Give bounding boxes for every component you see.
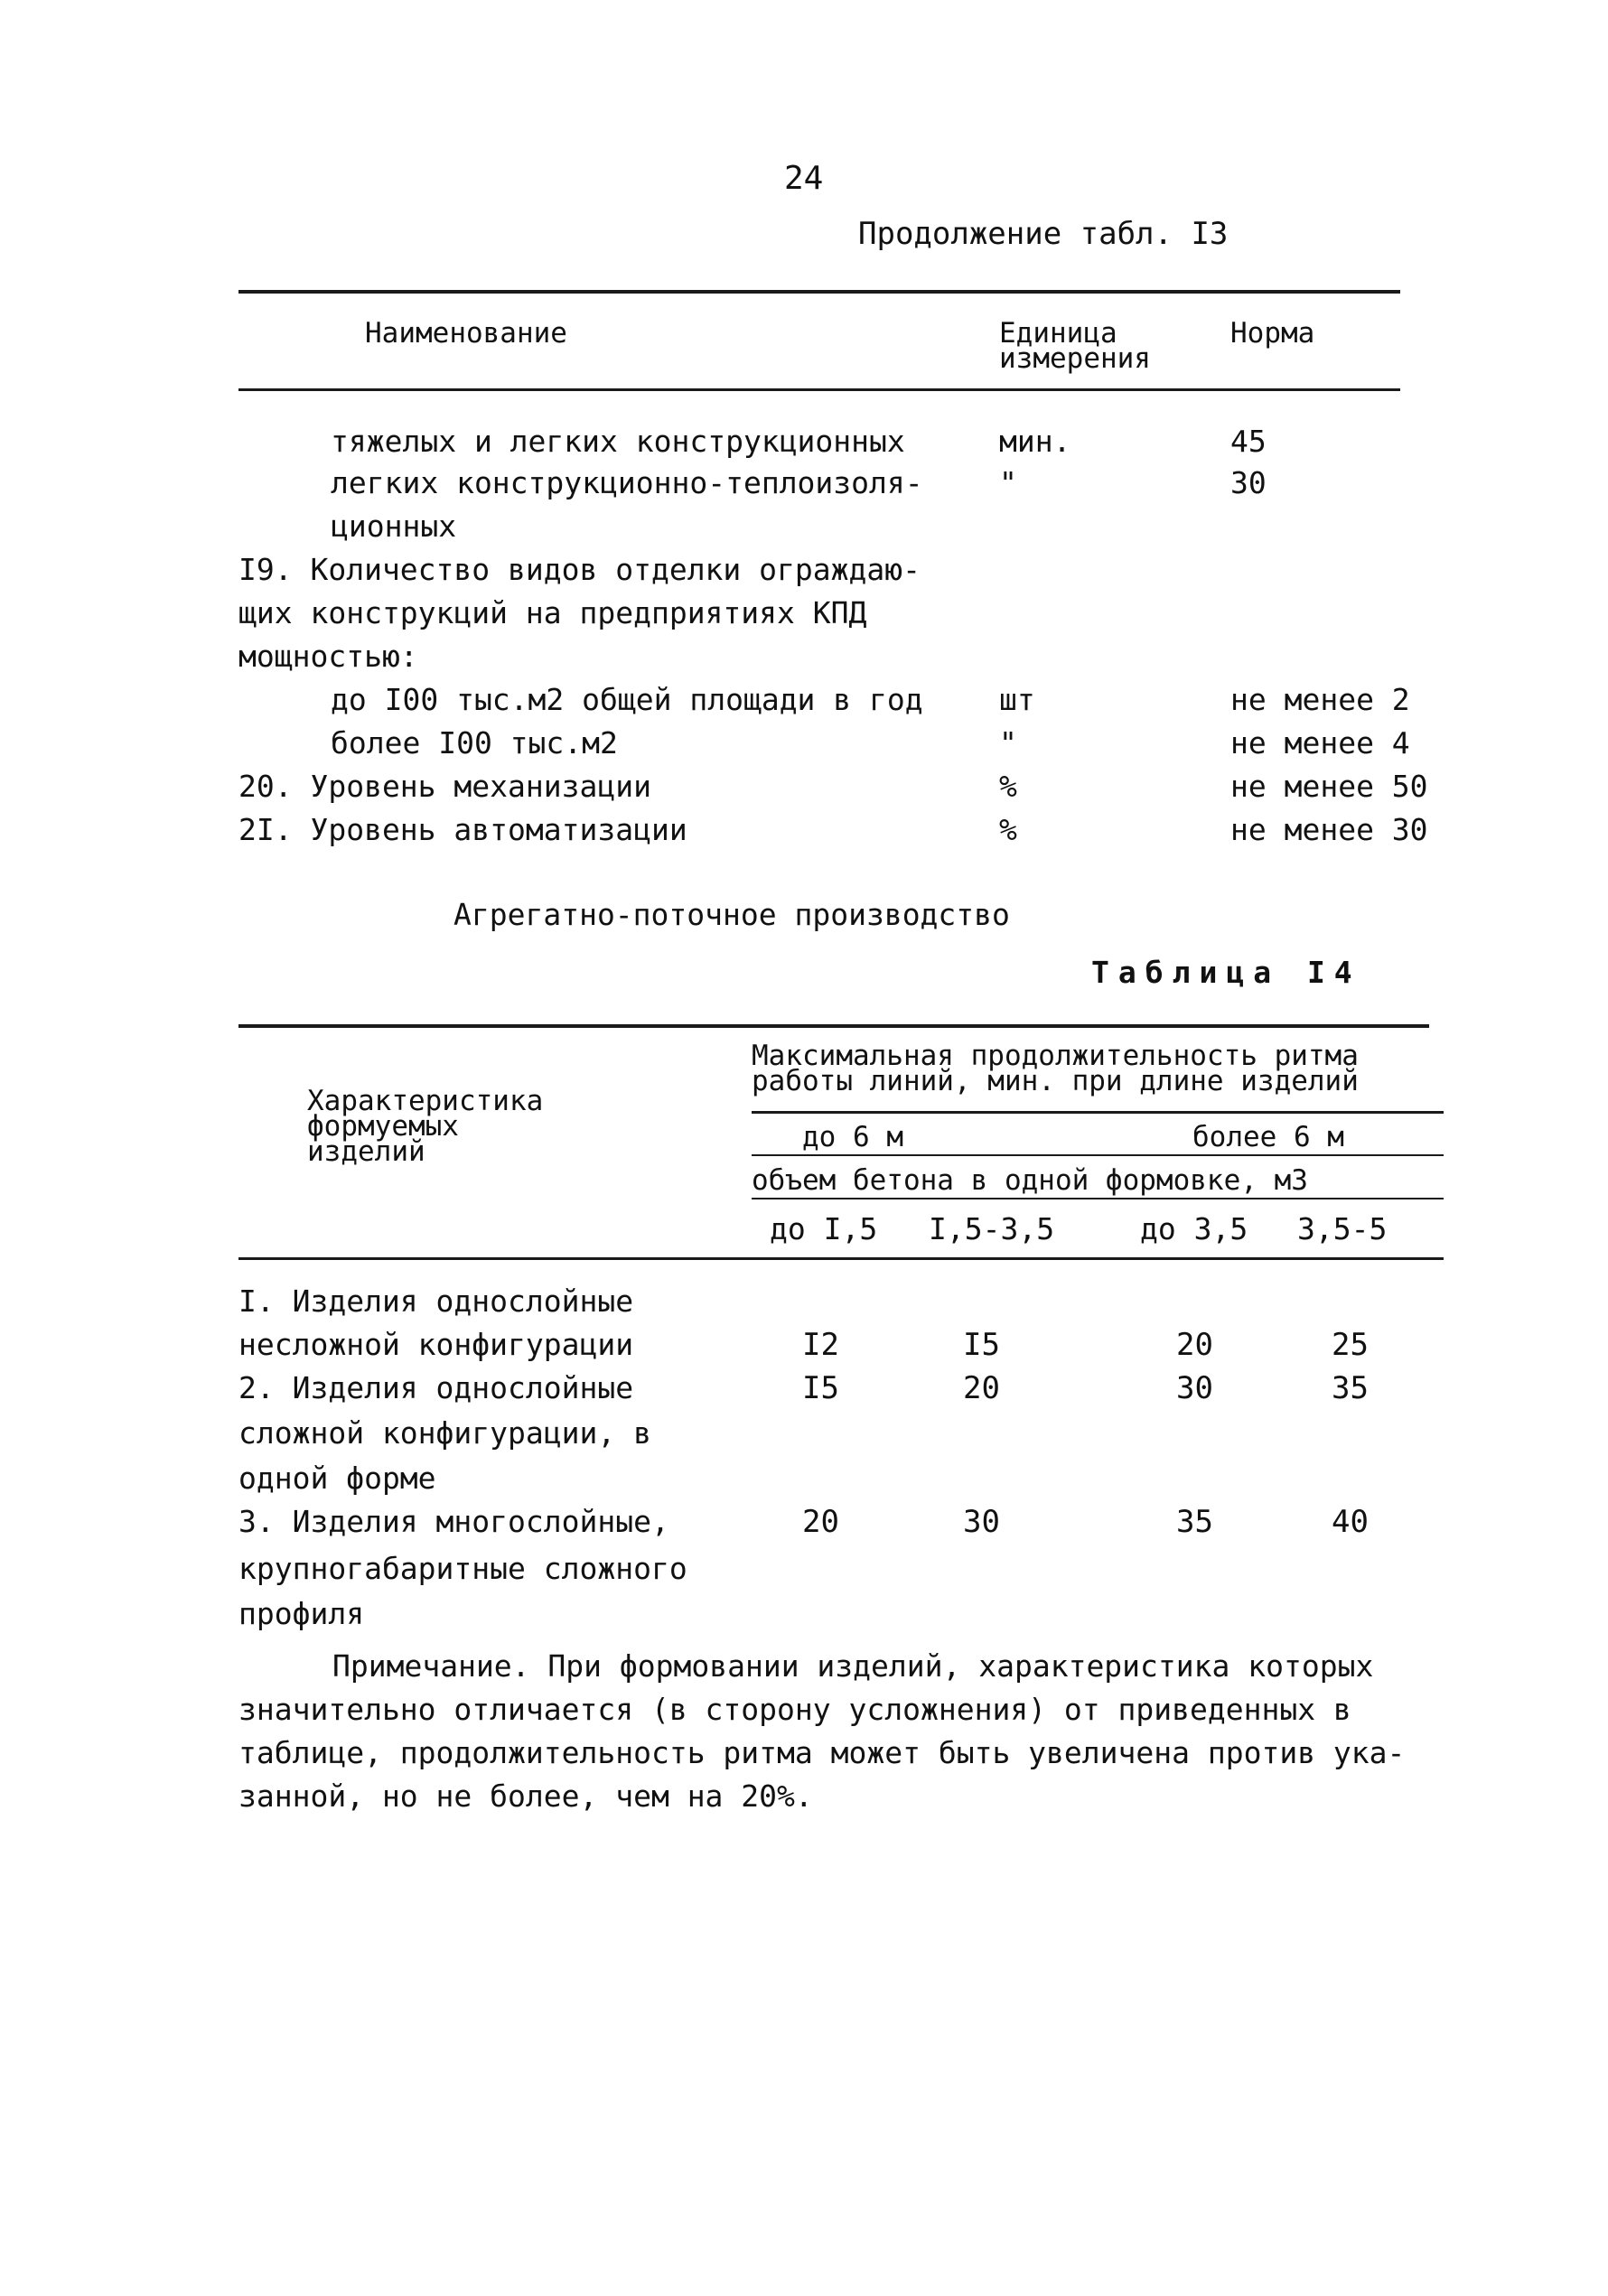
header-subrule (752, 1111, 1444, 1114)
table-header-rule (238, 388, 1400, 391)
note-line: занной, но не более, чем на 20%. (238, 1778, 813, 1814)
table-continuation-title: Продолжение табл. I3 (858, 216, 1229, 252)
table-cell: I5 (802, 1370, 839, 1406)
table-cell: I2 (802, 1327, 839, 1363)
table-row-name: тяжелых и легких конструкционных (331, 424, 905, 459)
table-cell: 20 (802, 1504, 839, 1540)
column-header-characteristic-line3: изделий (307, 1135, 425, 1168)
table-row-label: 3. Изделия многослойные, (238, 1504, 669, 1539)
table-top-rule (238, 290, 1400, 294)
column-header-volume: объем бетона в одной формовке, м3 (752, 1164, 1308, 1197)
column-header-volume-upto-3-5: до 3,5 (1140, 1211, 1248, 1246)
column-header-characteristic: Характеристика (307, 1085, 544, 1117)
note-line: значительно отличается (в сторону усложнения) от приведенных в (238, 1692, 1351, 1727)
table-row-norm: не менее 4 (1230, 725, 1410, 761)
table-row-name: легких конструкционно-теплоизоля- (331, 465, 923, 500)
table-cell: 25 (1332, 1327, 1369, 1363)
table-row-label: сложной конфигурации, в (238, 1415, 651, 1451)
section-title: Агрегатно-поточное производство (453, 897, 1010, 932)
table-row-label: несложной конфигурации (238, 1327, 634, 1362)
table-row-unit: " (999, 725, 1017, 761)
column-header-name: Наименование (365, 317, 567, 350)
table-row-name: 2I. Уровень автоматизации (238, 812, 687, 847)
column-header-unit: Единица (999, 317, 1117, 350)
table-row-unit: мин. (999, 424, 1071, 459)
table-row-norm: не менее 50 (1230, 769, 1428, 804)
table-cell: I5 (963, 1327, 1000, 1363)
table-cell: 35 (1332, 1370, 1369, 1406)
column-header-norm: Норма (1230, 317, 1315, 350)
column-header-length-over-6m: более 6 м (1192, 1121, 1344, 1153)
table-row-name: до I00 тыс.м2 общей площади в год (331, 682, 923, 717)
header-subrule (752, 1154, 1444, 1156)
table-row-name: ционных (331, 509, 457, 544)
table-cell: 20 (963, 1370, 1000, 1406)
column-header-length-upto-6m: до 6 м (802, 1121, 903, 1153)
column-header-volume-upto-1-5: до I,5 (770, 1211, 878, 1246)
table-cell: 20 (1176, 1327, 1213, 1363)
table-row-label: 2. Изделия однослойные (238, 1370, 634, 1405)
page-number: 24 (784, 160, 824, 197)
column-header-max-duration: Максимальная продолжительность ритма (752, 1040, 1359, 1072)
table-row-norm: не менее 2 (1230, 682, 1410, 717)
table-row-label: одной форме (238, 1461, 436, 1496)
table-cell: 35 (1176, 1504, 1213, 1540)
table-row-name: I9. Количество видов отделки ограждаю- (238, 552, 921, 587)
table-row-label: I. Изделия однослойные (238, 1283, 634, 1319)
table-cell: 30 (1176, 1370, 1213, 1406)
table-top-rule (238, 1024, 1429, 1028)
note-line: таблице, продолжительность ритма может быть увеличена против ука- (238, 1735, 1406, 1770)
column-header-volume-3-5-5: 3,5-5 (1297, 1211, 1388, 1246)
table-cell: 30 (963, 1504, 1000, 1540)
table-row-name: более I00 тыс.м2 (331, 725, 618, 761)
note-line: Примечание. При формовании изделий, характеристика которых (332, 1648, 1374, 1684)
table-row-unit: шт (999, 682, 1035, 717)
table-row-norm: не менее 30 (1230, 812, 1428, 847)
table-row-norm: 30 (1230, 465, 1267, 500)
table-row-name: 20. Уровень механизации (238, 769, 651, 804)
column-header-volume-1-5-3-5: I,5-3,5 (929, 1211, 1055, 1246)
table-row-label: крупногабаритные сложного (238, 1551, 687, 1586)
table-row-name: щих конструкций на предприятиях КПД (238, 595, 867, 630)
table-row-unit: % (999, 769, 1017, 804)
table-row-unit: % (999, 812, 1017, 847)
table-row-unit: " (999, 465, 1017, 500)
table-14-caption: Таблица I4 (1091, 955, 1361, 990)
column-header-max-duration-line2: работы линий, мин. при длине изделий (752, 1065, 1359, 1097)
table-row-name: мощностью: (238, 639, 418, 674)
table-cell: 40 (1332, 1504, 1369, 1540)
column-header-unit-line2: измерения (999, 342, 1151, 375)
table-row-norm: 45 (1230, 424, 1267, 459)
table-header-rule (238, 1257, 1444, 1260)
header-subrule (752, 1198, 1444, 1199)
table-row-label: профиля (238, 1596, 365, 1631)
column-header-characteristic-line2: формуемых (307, 1110, 459, 1143)
